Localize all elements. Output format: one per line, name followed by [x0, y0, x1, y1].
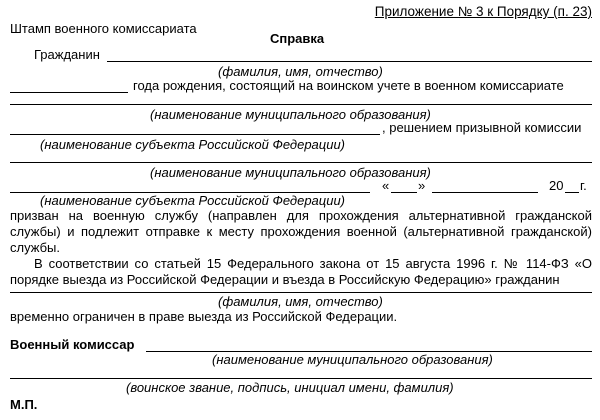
birth-year-line[interactable] — [10, 92, 128, 93]
citizen-name-line[interactable] — [107, 61, 592, 62]
commissariat-subject-line[interactable] — [10, 134, 380, 135]
hint-fio: (фамилия, имя, отчество) — [218, 64, 383, 79]
hint-municipal: (наименование муниципального образования) — [150, 107, 431, 122]
hint-signature: (воинское звание, подпись, инициал имени, фамилия) — [126, 380, 454, 395]
appendix-reference: Приложение № 3 к Порядку (п. 23) — [374, 4, 592, 19]
hint-fio-2: (фамилия, имя, отчество) — [218, 294, 383, 309]
document-title: Справка — [270, 31, 325, 46]
commissariat-municipal-line[interactable] — [10, 104, 592, 105]
birth-year-text: года рождения, состоящий на воинском учете в военном комиссариате — [133, 78, 564, 93]
year-prefix: 20 — [549, 178, 564, 193]
commission-municipal-line[interactable] — [10, 162, 592, 163]
hint-subject-2: (наименование субъекта Российской Федерации) — [40, 193, 345, 208]
year-suffix: г. — [580, 178, 587, 193]
hint-municipal-3: (наименование муниципального образования) — [212, 352, 493, 367]
seal-label: М.П. — [10, 397, 38, 412]
decision-text: , решением призывной комиссии — [382, 120, 582, 135]
citizen-name-line-2[interactable] — [10, 292, 592, 293]
signature-line[interactable] — [10, 378, 592, 379]
date-month-line[interactable] — [432, 192, 538, 193]
date-close-quote: » — [418, 178, 426, 193]
date-day-line[interactable] — [391, 192, 417, 193]
date-open-quote: « — [382, 178, 390, 193]
hint-municipal-2: (наименование муниципального образования) — [150, 165, 431, 180]
law-paragraph: В соответствии со статьей 15 Федерального закона от 15 августа 1996 г. № 114-ФЗ «О порядке выезда из Российской Федерации и въезда в Российскую Федерацию» гражданин — [10, 256, 592, 287]
called-paragraph: призван на военную службу (направлен для прохождения альтернативной гражданской службы) и подлежит отправке к месту прохождения военной (альтернативной гражданской) службы. — [10, 208, 592, 255]
stamp-label: Штамп военного комиссариата — [10, 21, 197, 36]
restricted-text: временно ограничен в праве выезда из Российской Федерации. — [10, 309, 398, 324]
citizen-label: Гражданин — [34, 47, 100, 62]
date-year-line[interactable] — [565, 192, 579, 193]
commissar-label: Военный комиссар — [10, 337, 135, 352]
hint-subject: (наименование субъекта Российской Федерации) — [40, 137, 345, 152]
